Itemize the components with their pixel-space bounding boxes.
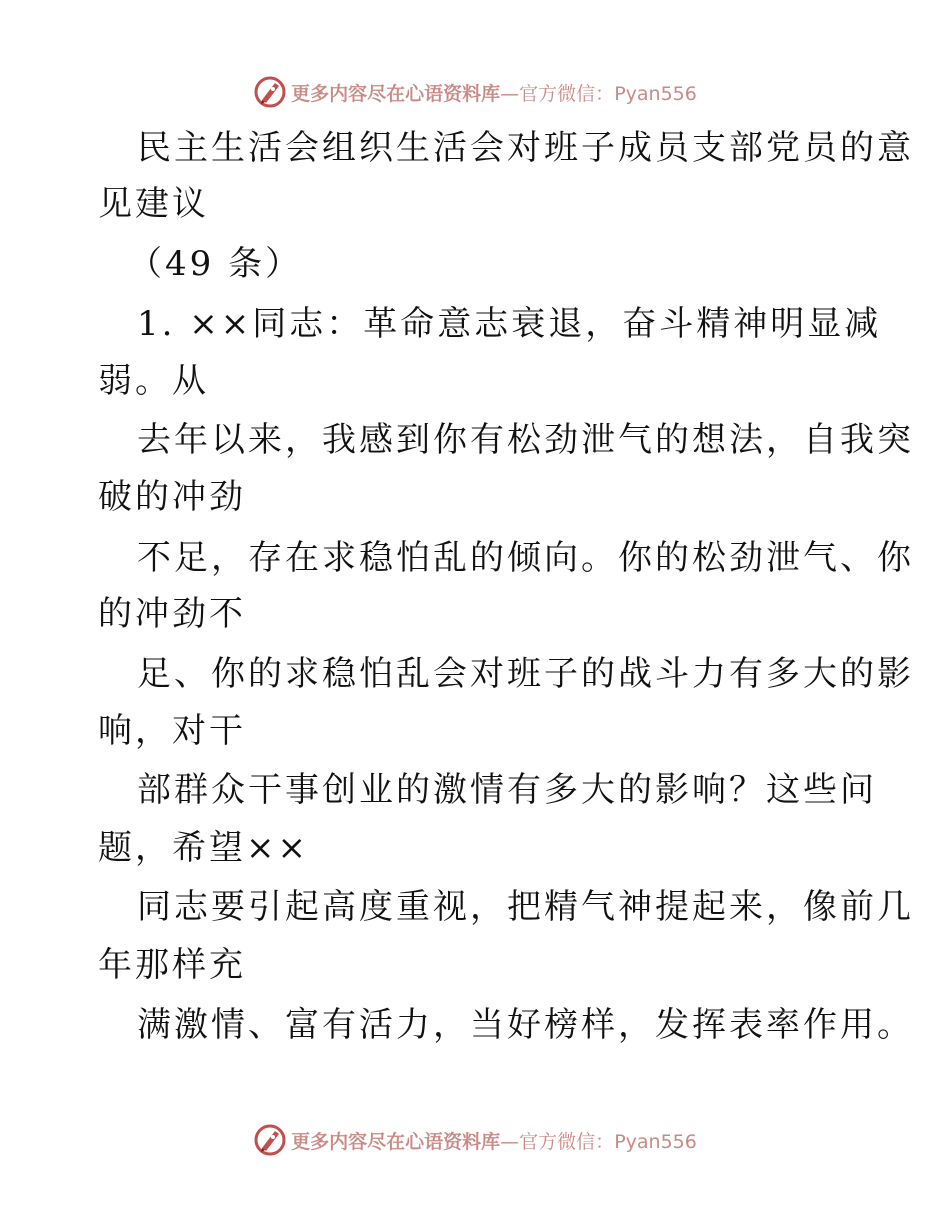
doc-title-line-2: 见建议 — [98, 184, 209, 224]
doc-line: 年那样充 — [98, 945, 246, 985]
watermark-site: 更多内容尽在心语资料库 — [291, 82, 501, 105]
watermark-official: 官方微信： — [519, 1130, 615, 1153]
watermark-id: Pyan556 — [614, 1130, 697, 1153]
watermark-text — [291, 79, 697, 106]
watermark-text — [291, 1127, 697, 1154]
logo-icon — [253, 1123, 287, 1157]
doc-line: 去年以来，我感到你有松劲泄气的想法，自我突 — [137, 420, 914, 460]
watermark-separator: — — [500, 1130, 520, 1153]
watermark-official: 官方微信： — [519, 82, 615, 105]
watermark-footer — [0, 1120, 950, 1160]
doc-line: 不足，存在求稳怕乱的倾向。你的松劲泄气、你 — [137, 538, 914, 578]
doc-line: 1. ××同志：革命意志衰退，奋斗精神明显减 — [137, 304, 882, 344]
doc-line: 题，希望×× — [98, 828, 309, 868]
doc-line: 满激情、富有活力，当好榜样，发挥表率作用。 — [137, 1005, 914, 1045]
doc-line: 破的冲劲 — [98, 477, 246, 517]
doc-line: 足、你的求稳怕乱会对班子的战斗力有多大的影 — [137, 654, 914, 694]
doc-count: （49 条） — [128, 244, 303, 284]
doc-line: 弱。从 — [98, 361, 209, 401]
doc-line: 部群众干事创业的激情有多大的影响？这些问 — [137, 770, 877, 810]
doc-line: 的冲劲不 — [98, 594, 246, 634]
doc-line: 响，对干 — [98, 711, 246, 751]
watermark-header — [0, 72, 950, 112]
logo-icon — [253, 75, 287, 109]
doc-line: 同志要引起高度重视，把精气神提起来，像前几 — [137, 887, 914, 927]
watermark-id: Pyan556 — [614, 82, 697, 105]
watermark-site: 更多内容尽在心语资料库 — [291, 1130, 501, 1153]
doc-title-line-1: 民主生活会组织生活会对班子成员支部党员的意 — [137, 128, 914, 168]
watermark-separator: — — [500, 82, 520, 105]
